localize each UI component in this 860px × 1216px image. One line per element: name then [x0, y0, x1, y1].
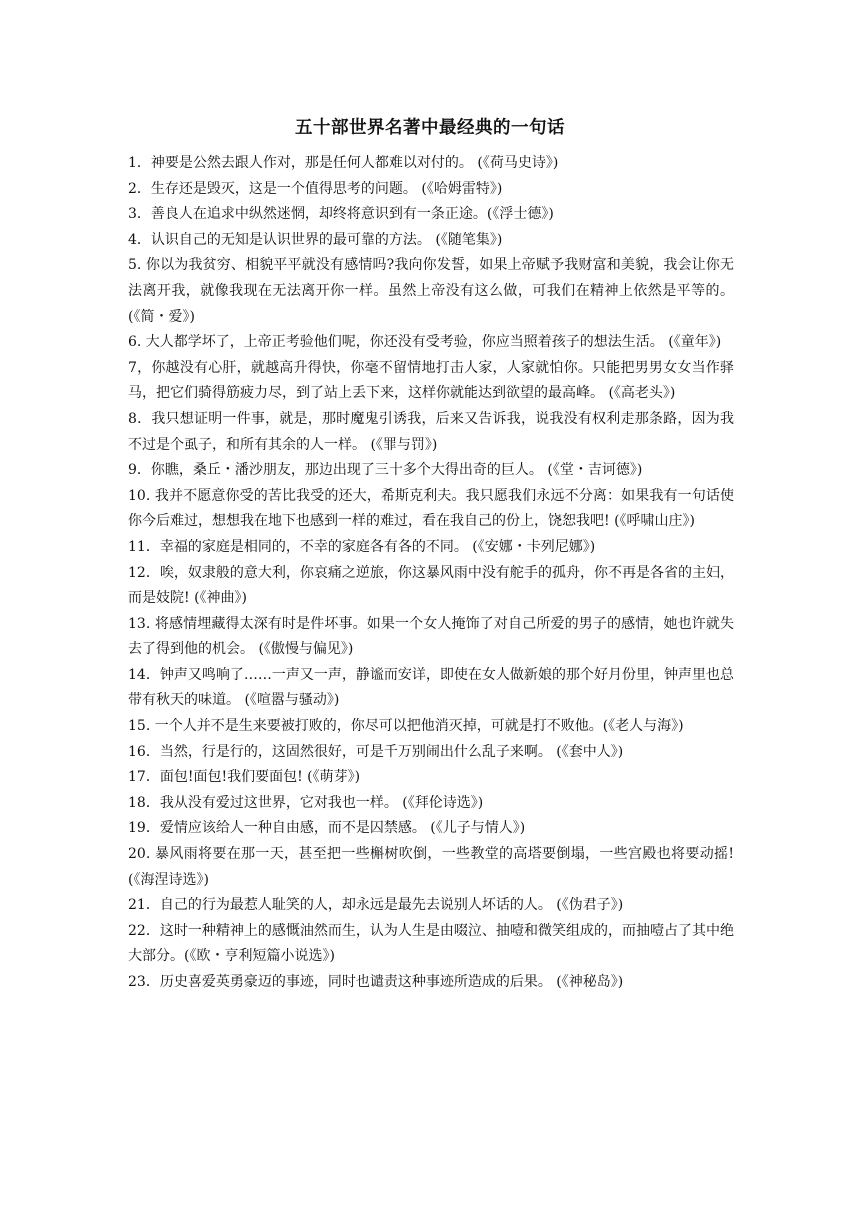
- list-item: 6. 大人都学坏了，上帝正考验他们呢，你还没有受考验，你应当照着孩子的想法生活。 (《童年》): [128, 334, 722, 351]
- list-item: 15. 一个人并不是生来要被打败的，你尽可以把他消灭掉，可就是打不败他。(《老人与海》): [128, 718, 684, 735]
- list-item: 5. 你以为我贫穷、相貌平平就没有感情吗?我向你发誓，如果上帝赋予我财富和美貌，我会让你无法离开我，就像我现在无法离开你一样。虽然上帝没有这么做，可我们在精神上依然是平等的。(《简・爱》): [128, 257, 734, 325]
- list-item: 20. 暴风雨将要在那一天，甚至把一些槲树吹倒，一些教堂的高塔要倒塌，一些宫殿也将要动摇! (《海涅诗选》): [128, 846, 734, 888]
- list-item: 13. 将感情埋藏得太深有时是件坏事。如果一个女人掩饰了对自己所爱的男子的感情，她也许就失去了得到他的机会。 (《傲慢与偏见》): [128, 615, 734, 658]
- list-item: 19．爱情应该给人一种自由感，而不是囚禁感。 (《儿子与情人》): [128, 820, 526, 837]
- list-item: 12．唉，奴隶般的意大利，你哀痛之逆旅，你这暴风雨中没有舵手的孤舟，你不再是各省的主妇，而是妓院! (《神曲》): [128, 564, 734, 607]
- list-item: 9．你瞧，桑丘・潘沙朋友，那边出现了三十多个大得出奇的巨人。 (《堂・吉诃德》): [128, 462, 643, 479]
- list-item: 11．幸福的家庭是相同的，不幸的家庭各有各的不同。 (《安娜・卡列尼娜》): [128, 538, 596, 555]
- list-item: 18．我从没有爱过这世界，它对我也一样。 (《拜伦诗选》): [128, 794, 484, 811]
- list-item: 10. 我并不愿意你受的苦比我受的还大，希斯克利夫。我只愿我们永远不分离：如果我有一句话使你今后难过，想想我在地下也感到一样的难过，看在我自己的份上，饶恕我吧! (《呼啸山庄》): [128, 487, 734, 530]
- list-item: 23．历史喜爱英勇豪迈的事迹，同时也谴责这种事迹所造成的后果。 (《神秘岛》): [128, 974, 624, 990]
- list-item: 21．自己的行为最惹人耻笑的人，却永远是最先去说别人坏话的人。 (《伪君子》): [128, 897, 624, 914]
- list-item: 8．我只想证明一件事，就是，那时魔鬼引诱我，后来又告诉我，说我没有权利走那条路，因为我不过是个虱子，和所有其余的人一样。 (《罪与罚》): [128, 410, 734, 453]
- list-item: 2．生存还是毁灭，这是一个值得思考的问题。 (《哈姆雷特》): [128, 180, 503, 197]
- list-item: 4．认识自己的无知是认识世界的最可靠的方法。 (《随笔集》): [128, 231, 503, 248]
- list-item: 1．神要是公然去跟人作对，那是任何人都难以对付的。 (《荷马史诗》): [128, 155, 559, 171]
- list-item: 16．当然，行是行的，这固然很好，可是千万别闹出什么乱子来啊。 (《套中人》): [128, 743, 624, 760]
- list-item: 22．这时一种精神上的感慨油然而生，认为人生是由啜泣、抽噎和微笑组成的，而抽噎占了其中绝大部分。(《欧・亨利短篇小说选》): [128, 922, 734, 965]
- list-item: 14．钟声又鸣响了……一声又一声，静谧而安详，即使在女人做新娘的那个好月份里，钟声里也总带有秋天的味道。 (《喧嚣与骚动》): [128, 666, 734, 709]
- page-title: 五十部世界名著中最经典的一句话: [295, 118, 565, 138]
- list-item: 3．善良人在追求中纵然迷惘，却终将意识到有一条正途。(《浮士德》): [128, 206, 554, 223]
- list-item: 17．面包!面包!我们要面包! (《萌芽》): [128, 769, 361, 786]
- list-item: 7，你越没有心肝，就越高升得快，你毫不留情地打击人家，人家就怕你。只能把男男女女当作驿马，把它们骑得筋疲力尽，到了站上丢下来，这样你就能达到欲望的最高峰。 (《高老头》): [128, 359, 734, 402]
- quote-list: [128, 151, 734, 996]
